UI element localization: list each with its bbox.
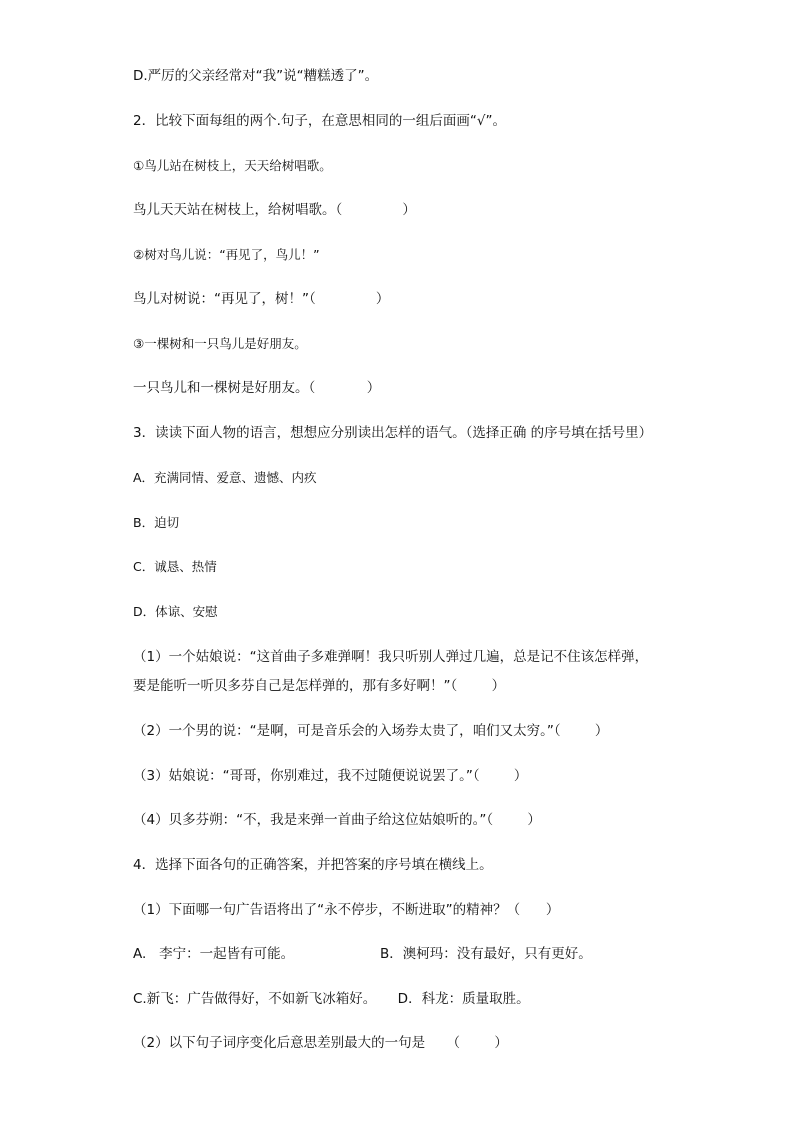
q2-sentence-3a: ③一棵树和一只鸟儿是好朋友。 [133, 336, 307, 351]
question-3-title: 3．读读下面人物的语言，想想应分别读出怎样的语气。（选择正确 的序号填在括号里） [133, 425, 653, 441]
question-2-title: 2．比较下面每组的两个.句子，在意思相同的一组后面画“√”。 [133, 113, 506, 129]
q2-sentence-3b: 一只鸟儿和一棵树是好朋友。（ ） [133, 380, 381, 396]
q4-item-1: （1）下面哪一句广告语将出了“永不停步，不断进取”的精神？（ ） [133, 902, 560, 918]
q2-sentence-2b: 鸟儿对树说：“再见了，树！”（ ） [133, 291, 390, 307]
q2-sentence-1b: 鸟儿天天站在树枝上，给树唱歌。（ ） [133, 202, 416, 218]
q3-item-3: （3）姑娘说：“哥哥，你别难过，我不过随便说说罢了。”（ ） [133, 768, 528, 784]
q3-option-d: D．体谅、安慰 [133, 604, 218, 619]
q4-item-2: （2）以下句子词序变化后意思差别最大的一句是 （ ） [133, 1035, 508, 1051]
q3-option-a: A．充满同情、爱意、遗憾、内疚 [133, 470, 317, 485]
q4-item-1-options-cd: C.新飞：广告做得好，不如新飞冰箱好。 D．科龙：质量取胜。 [133, 991, 530, 1007]
q3-item-4: （4）贝多芬朔：“不，我是来弹一首曲子给这位姑娘听的。”（ ） [133, 812, 541, 828]
q4-item-1-options-ab: A. 李宁：一起皆有可能。 B．澳柯玛：没有最好，只有更好。 [133, 946, 592, 962]
q3-item-2: （2）一个男的说：“是啊，可是音乐会的入场券太贵了，咱们又太穷。”（ ） [133, 723, 609, 739]
q3-item-1-line-2: 要是能听一听贝多芬自己是怎样弹的，那有多好啊！”（ ） [133, 678, 506, 694]
q3-option-b: B．迫切 [133, 515, 180, 530]
q2-sentence-1a: ①鸟儿站在树枝上，天天给树唱歌。 [133, 158, 332, 173]
q3-item-1-line-1: （1）一个姑娘说：“这首曲子多难弹啊！我只听别人弹过几遍，总是记不住该怎样弹， [133, 649, 649, 665]
question-4-title: 4．选择下面各句的正确答案，并把答案的序号填在横线上。 [133, 857, 493, 873]
option-d-line: D.严厉的父亲经常对“我”说“糟糕透了”。 [133, 68, 379, 84]
q3-option-c: C．诚恳、热情 [133, 559, 217, 574]
q2-sentence-2a: ②树对鸟儿说：“再见了，鸟儿！” [133, 247, 320, 262]
